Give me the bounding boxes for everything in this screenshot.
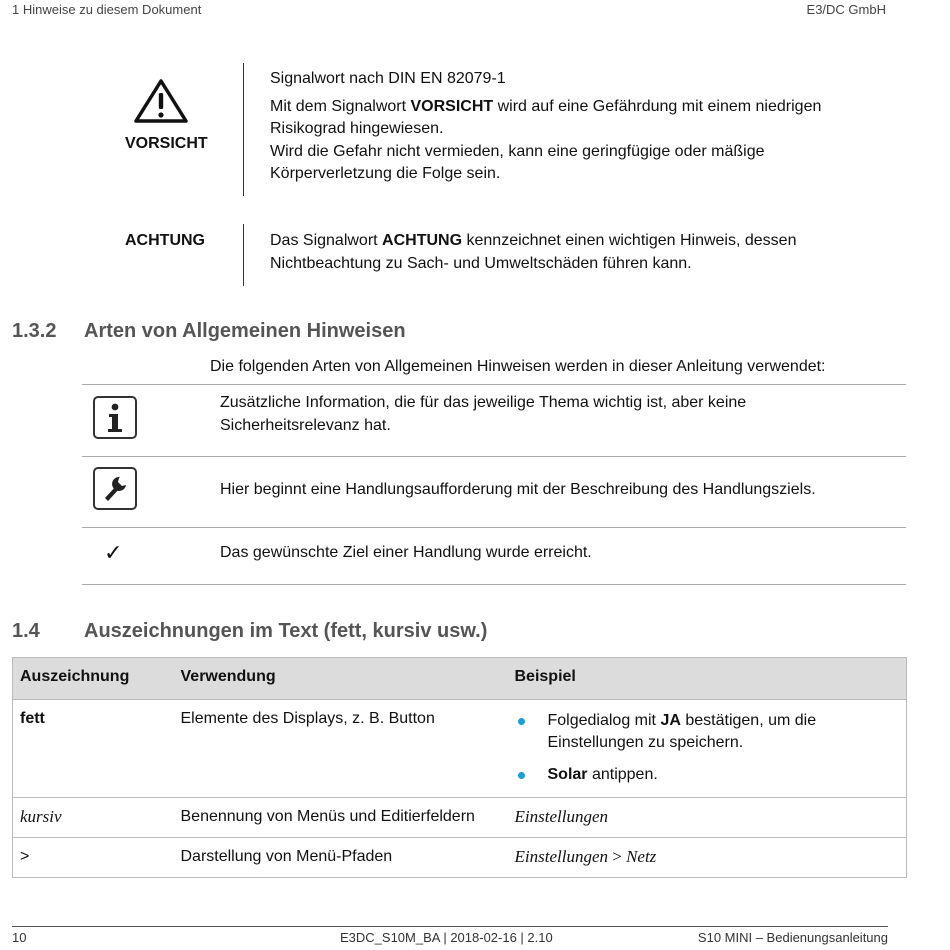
signal-word-achtung: ACHTUNG	[125, 232, 205, 249]
section-number: 1.4	[12, 620, 40, 642]
divider	[243, 224, 244, 286]
section-title: Auszeichnungen im Text (fett, kursiv usw.)	[84, 620, 488, 642]
footer-rule	[12, 926, 888, 927]
column-header: Verwendung	[174, 658, 508, 700]
divider	[82, 527, 906, 528]
table-cell: Einstellungen > Netz	[508, 837, 907, 878]
table-row	[13, 699, 907, 798]
divider	[243, 63, 244, 196]
table-row	[13, 798, 907, 838]
vorsicht-line1: Mit dem Signalwort VORSICHT wird auf eine Gefährdung mit einem niedrigen Risikograd hingewiesen.	[270, 97, 822, 137]
table-header-row	[13, 658, 907, 700]
list-item: Solar antippen.	[515, 764, 900, 787]
page-number: 10	[12, 930, 27, 945]
warning-sign	[118, 78, 204, 129]
vorsicht-description	[270, 68, 870, 186]
table-cell: fett	[13, 699, 174, 798]
table-cell	[508, 699, 907, 798]
vorsicht-line2: Wird die Gefahr nicht vermieden, kann eine geringfügige oder mäßige Körperverletzung die Folge sein.	[270, 142, 765, 182]
warning-triangle-icon	[133, 78, 189, 124]
action-note-text: Hier beginnt eine Handlungsaufforderung mit der Beschreibung des Handlungsziels.	[220, 481, 816, 498]
column-header: Beispiel	[508, 658, 907, 700]
vorsicht-title: Signalwort nach DIN EN 82079-1	[270, 70, 506, 87]
wrench-icon	[93, 467, 137, 510]
document-title: S10 MINI – Bedienungsanleitung	[697, 930, 888, 945]
bullet-list	[515, 710, 900, 787]
table-cell: >	[13, 837, 174, 878]
table-cell: Elemente des Displays, z. B. Button	[174, 699, 508, 798]
divider	[82, 384, 906, 385]
column-header: Auszeichnung	[13, 658, 174, 700]
checkmark-icon: ✓	[104, 541, 123, 566]
running-header-right: E3/DC GmbH	[806, 2, 886, 17]
divider	[82, 584, 906, 585]
result-note-text: Das gewünschte Ziel einer Handlung wurde erreicht.	[220, 544, 592, 561]
table-cell: Darstellung von Menü-Pfaden	[174, 837, 508, 878]
table-row	[13, 837, 907, 878]
section-intro: Die folgenden Arten von Allgemeinen Hinweisen werden in dieser Anleitung verwendet:	[210, 358, 826, 375]
formatting-table	[12, 657, 907, 878]
document-id: E3DC_S10M_BA | 2018-02-16 | 2.10	[340, 930, 553, 945]
section-title: Arten von Allgemeinen Hinweisen	[84, 320, 406, 342]
table-cell: Einstellungen	[508, 798, 907, 838]
running-header-left: 1 Hinweise zu diesem Dokument	[12, 2, 202, 17]
list-item: Folgedialog mit JA bestätigen, um die Einstellungen zu speichern.	[515, 710, 900, 755]
achtung-description: Das Signalwort ACHTUNG kennzeichnet einen wichtigen Hinweis, dessen Nichtbeachtung zu Sach- und Umweltschäden führen kann.	[270, 232, 797, 272]
info-icon	[93, 396, 137, 439]
info-note-text: Zusätzliche Information, die für das jeweilige Thema wichtig ist, aber keine Sicherheitsrelevanz hat.	[220, 394, 747, 434]
divider	[82, 456, 906, 457]
signal-word-vorsicht: VORSICHT	[125, 135, 208, 152]
table-cell: kursiv	[13, 798, 174, 838]
section-number: 1.3.2	[12, 320, 57, 342]
table-cell: Benennung von Menüs und Editierfeldern	[174, 798, 508, 838]
